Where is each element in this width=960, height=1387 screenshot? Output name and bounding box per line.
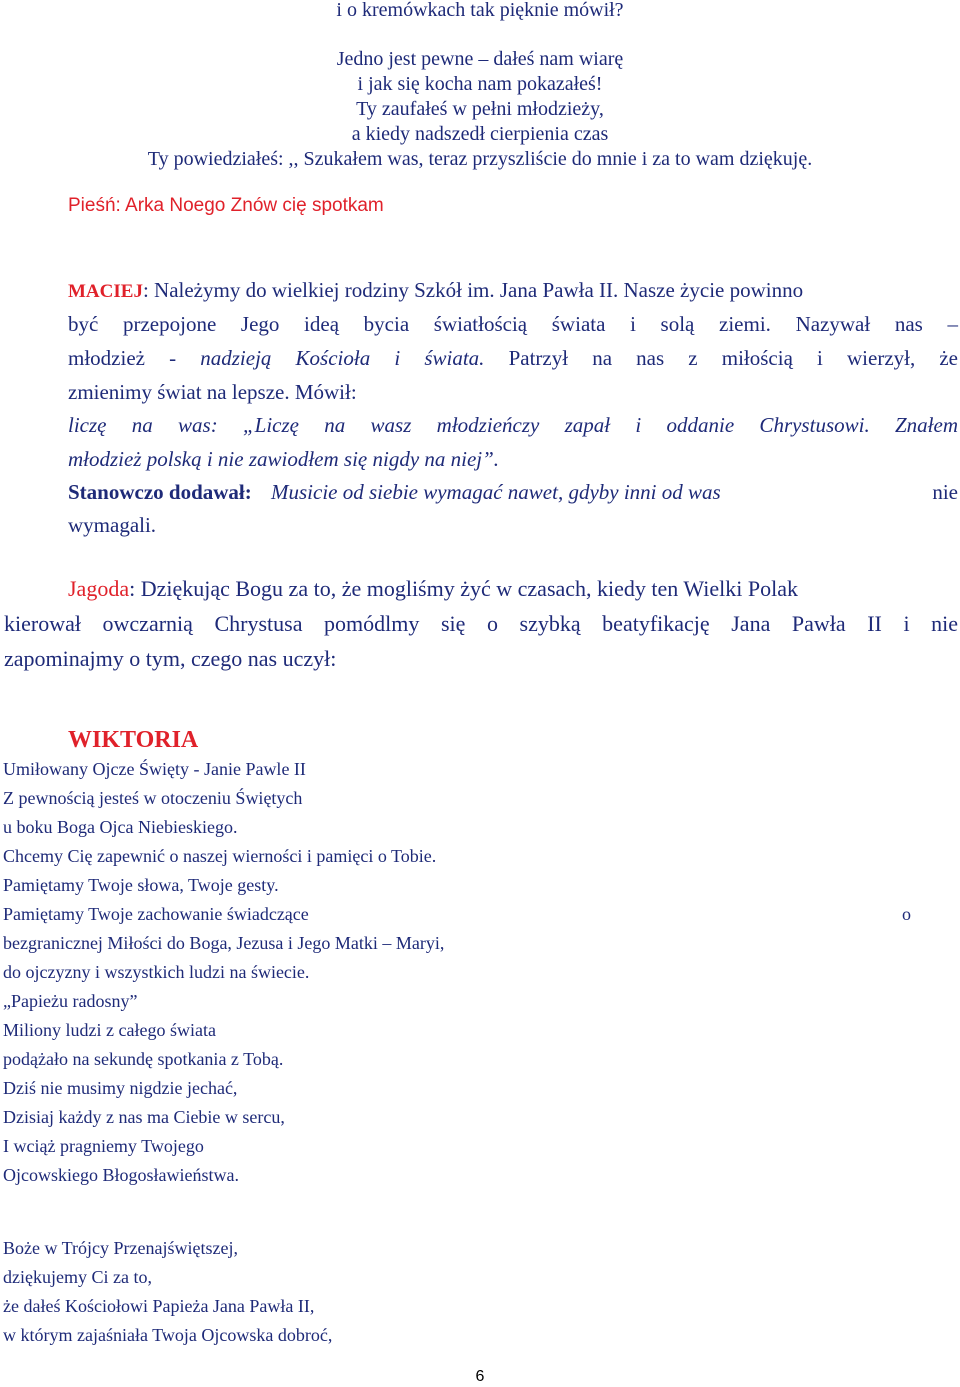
maciej-quote-1: liczę na was: „Liczę na wasz młodzieńczy zapał i oddanie Chrystusowi. Znałem (68, 413, 958, 437)
speaker-name: WIKTORIA (68, 727, 199, 753)
verse-line: bezgranicznej Miłości do Boga, Jezusa i Jego Matki – Maryi, (3, 933, 445, 953)
song-title: Pieśń: Arka Noego Znów cię spotkam (68, 195, 384, 216)
jagoda-line-1: Jagoda: Dziękując Bogu za to, że mogliśmy żyć w czasach, kiedy ten Wielki Polak (68, 576, 798, 601)
speaker-name: MACIEJ (68, 281, 143, 302)
maciej-line-4: zmienimy świat na lepsze. Mówił: (68, 380, 357, 404)
maciej-quote-2: młodzież polską i nie zawiodłem się nigdy na niej”. (68, 447, 500, 471)
page-number: 6 (475, 1368, 485, 1385)
verse-line: „Papieżu radosny” (3, 991, 138, 1011)
verse-line: Umiłowany Ojcze Święty - Janie Pawle II (3, 759, 306, 779)
prayer-line: dziękujemy Ci za to, (3, 1267, 152, 1287)
verse-line: u boku Boga Ojca Niebieskiego. (3, 817, 238, 837)
verse-line: Chcemy Cię zapewnić o naszej wierności i pamięci o Tobie. (3, 846, 437, 866)
poem-line: i jak się kocha nam pokazałeś! (357, 73, 603, 95)
verse-line: Pamiętamy Twoje słowa, Twoje gesty. (3, 875, 279, 895)
verse-line: Miliony ludzi z całego świata (3, 1020, 216, 1040)
poem-line: Ty zaufałeś w pełni młodzieży, (356, 98, 604, 120)
poem-line: a kiedy nadszedł cierpienia czas (351, 123, 609, 145)
verse-line: podążało na sekundę spotkania z Tobą. (3, 1049, 284, 1069)
verse-line: Dziś nie musimy nigdzie jechać, (3, 1078, 238, 1098)
verse-line: Dzisiaj każdy z nas ma Ciebie w sercu, (3, 1107, 285, 1127)
jagoda-line-2: kierował owczarnią Chrystusa pomódlmy się o szybką beatyfikację Jana Pawła II i nie (4, 611, 958, 636)
stray-letter: o (902, 904, 911, 924)
poem-line: Jedno jest pewne – dałeś nam wiarę (336, 48, 624, 70)
maciej-line-2: być przepojone Jego ideą bycia światłością świata i solą ziemi. Nazywał nas – (68, 312, 958, 336)
prayer-line: w którym zajaśniała Twoja Ojcowska dobroć, (3, 1325, 333, 1345)
maciej-line-1: MACIEJ: Należymy do wielkiej rodziny Szkół im. Jana Pawła II. Nasze życie powinno (68, 278, 804, 302)
maciej-line-8: wymagali. (68, 513, 157, 537)
verse-line: do ojczyzny i wszystkich ludzi na świecie. (3, 962, 310, 982)
verse-line: Pamiętamy Twoje zachowanie świadczące (3, 904, 309, 924)
prayer-line: Boże w Trójcy Przenajświętszej, (3, 1238, 238, 1258)
prayer-line: że dałeś Kościołowi Papieża Jana Pawła II, (3, 1296, 315, 1316)
maciej-line-3: młodzież - nadzieją Kościoła i świata. Patrzył na nas z miłością i wierzył, że (68, 346, 959, 370)
speaker-name: Jagoda (68, 576, 130, 601)
poem-line: i o kremówkach tak pięknie mówił? (336, 0, 624, 21)
verse-line: Ojcowskiego Błogosławieństwa. (3, 1165, 239, 1185)
poem-line: Ty powiedziałeś: ,, Szukałem was, teraz przyszliście do mnie i za to wam dziękuję. (147, 148, 813, 170)
verse-line: Z pewnością jesteś w otoczeniu Świętych (3, 788, 303, 808)
jagoda-line-3: zapominajmy o tym, czego nas uczył: (4, 646, 337, 671)
verse-line: I wciąż pragniemy Twojego (3, 1136, 204, 1156)
maciej-line-7: Stanowczo dodawał: Musicie od siebie wymagać nawet, gdyby inni od was nie (68, 480, 958, 504)
